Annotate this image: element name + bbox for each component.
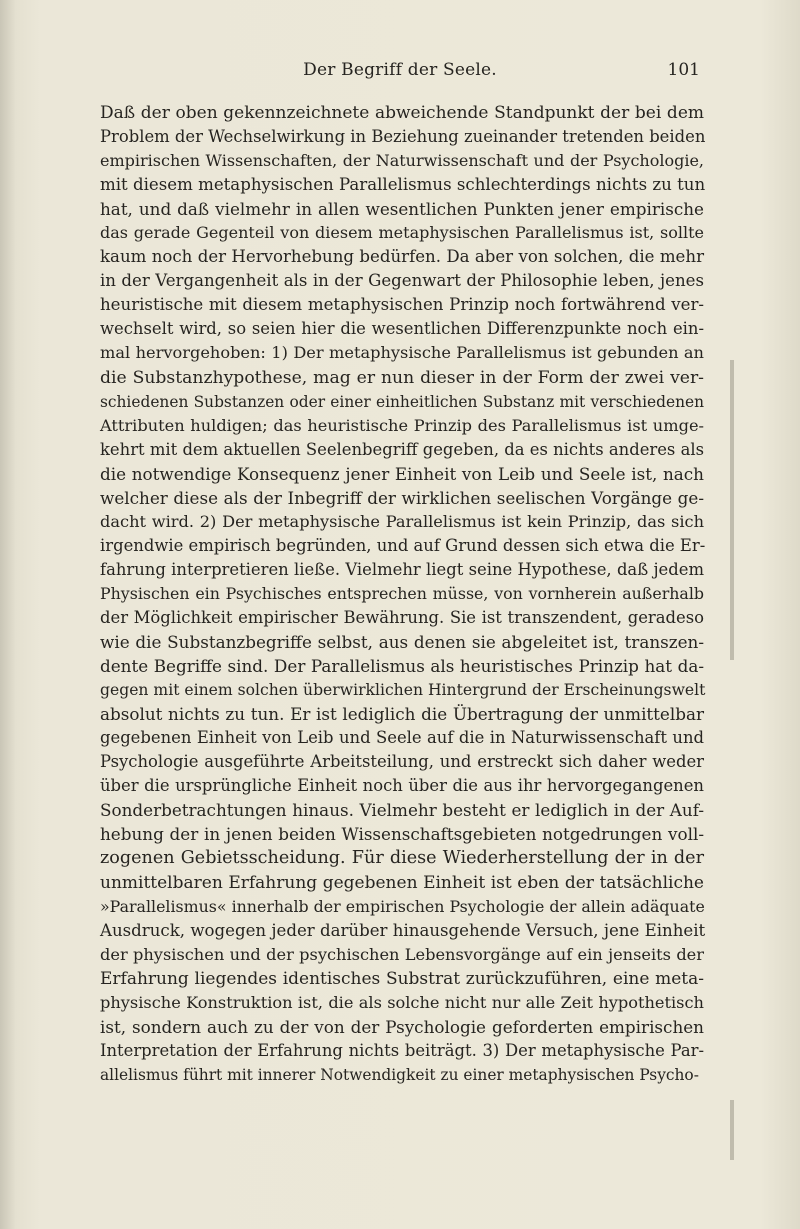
text-line: »Parallelismus« innerhalb der empirischen Psychologie der allein adäquate <box>100 896 705 916</box>
text-line: das gerade Gegenteil von diesem metaphysischen Parallelismus ist, sollte <box>100 223 704 243</box>
text-line: Erfahrung liegendes identisches Substrat zurückzuführen, eine meta- <box>100 968 704 989</box>
text-line: welcher diese als der Inbegriff der wirklichen seelischen Vorgänge ge- <box>100 487 704 508</box>
text-line: Interpretation der Erfahrung nichts beiträgt. 3) Der metaphysische Par- <box>100 1040 704 1060</box>
text-line: wie die Substanzbegriffe selbst, aus denen sie abgeleitet ist, transzen- <box>100 632 704 653</box>
text-line: ist, sondern auch zu der von der Psychologie geforderten empirischen <box>100 1016 704 1037</box>
text-line: allelismus führt mit innerer Notwendigkeit zu einer metaphysischen Psycho- <box>100 1065 699 1084</box>
text-line: empirischen Wissenschaften, der Naturwissenschaft und der Psychologie, <box>100 151 704 171</box>
text-line: Physischen ein Psychisches entsprechen müsse, von vornherein außerhalb <box>100 583 704 603</box>
text-line: der physischen und der psychischen Lebensvorgänge auf ein jenseits der <box>100 944 704 964</box>
running-head <box>100 60 700 86</box>
text-line: Sonderbetrachtungen hinaus. Vielmehr besteht er lediglich in der Auf- <box>100 800 704 821</box>
page-number: 101 <box>667 60 700 80</box>
text-line: der Möglichkeit empirischer Bewährung. Sie ist transzendent, geradeso <box>100 607 704 627</box>
text-line: über die ursprüngliche Einheit noch über die aus ihr hervorgegangenen <box>100 776 704 796</box>
text-line: unmittelbaren Erfahrung gegebenen Einheit ist eben der tatsächliche <box>100 872 704 893</box>
text-line: heuristische mit diesem metaphysischen Prinzip noch fortwährend ver- <box>100 295 704 315</box>
text-line: gegen mit einem solchen überwirklichen Hintergrund der Erscheinungswelt <box>100 681 706 700</box>
text-line: hebung der in jenen beiden Wissenschaftsgebieten notgedrungen voll- <box>100 824 704 845</box>
margin-pencil-mark-lower <box>730 1100 734 1160</box>
text-line: zogenen Gebietsscheidung. Für diese Wiederherstellung der in der <box>100 848 704 869</box>
text-line: irgendwie empirisch begründen, und auf Grund dessen sich etwa die Er- <box>100 535 706 555</box>
running-head-title: Der Begriff der Seele. <box>303 60 497 80</box>
text-line: Problem der Wechselwirkung in Beziehung zueinander tretenden beiden <box>100 127 706 147</box>
text-line: die notwendige Konsequenz jener Einheit von Leib und Seele ist, nach <box>100 463 704 484</box>
text-line: kaum noch der Hervorhebung bedürfen. Da aber von solchen, die mehr <box>100 247 704 267</box>
text-line: fahrung interpretieren ließe. Vielmehr liegt seine Hypothese, daß jedem <box>100 559 704 579</box>
text-line: mal hervorgehoben: 1) Der metaphysische Parallelismus ist gebunden an <box>100 343 704 363</box>
text-line: Attributen huldigen; das heuristische Prinzip des Parallelismus ist umge- <box>100 415 704 435</box>
text-line: die Substanzhypothese, mag er nun dieser in der Form der zwei ver- <box>100 367 704 388</box>
text-line: mit diesem metaphysischen Parallelismus schlechterdings nichts zu tun <box>100 175 706 195</box>
text-line: dente Begriffe sind. Der Parallelismus als heuristisches Prinzip hat da- <box>100 656 704 677</box>
text-line: wechselt wird, so seien hier die wesentlichen Differenzpunkte noch ein- <box>100 319 704 339</box>
text-line: hat, und daß vielmehr in allen wesentlichen Punkten jener empirische <box>100 199 704 220</box>
text-line: Psychologie ausgeführte Arbeitsteilung, und erstreckt sich daher weder <box>100 752 704 772</box>
text-line: Daß der oben gekennzeichnete abweichende Standpunkt der bei dem <box>100 103 704 123</box>
text-line: gegebenen Einheit von Leib und Seele auf die in Naturwissenschaft und <box>100 728 704 748</box>
margin-pencil-mark <box>730 360 734 660</box>
text-line: in der Vergangenheit als in der Gegenwart der Philosophie leben, jenes <box>100 271 704 291</box>
text-line: kehrt mit dem aktuellen Seelenbegriff gegeben, da es nichts anderes als <box>100 439 704 459</box>
body-paragraph <box>100 101 704 1087</box>
text-line: Ausdruck, wogegen jeder darüber hinausgehende Versuch, jene Einheit <box>100 920 706 940</box>
text-line: schiedenen Substanzen oder einer einheitlichen Substanz mit verschiedenen <box>100 392 704 411</box>
text-line: dacht wird. 2) Der metaphysische Parallelismus ist kein Prinzip, das sich <box>100 511 704 531</box>
page-gutter-shadow <box>0 0 16 1229</box>
text-line: physische Konstruktion ist, die als solche nicht nur alle Zeit hypothetisch <box>100 992 704 1012</box>
text-line: absolut nichts zu tun. Er ist lediglich die Übertragung der unmittelbar <box>100 704 704 725</box>
